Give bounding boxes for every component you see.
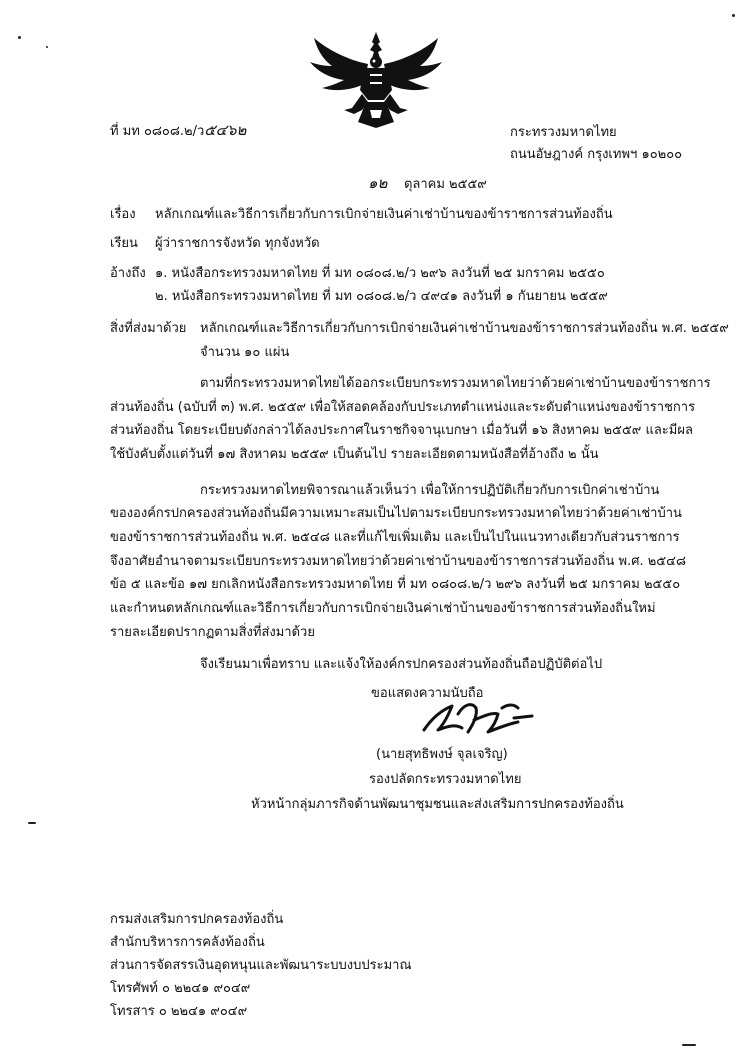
scan-speck [28,822,36,824]
closing-salutation: ขอแสดงความนับถือ [371,686,484,701]
scan-speck [682,1044,696,1046]
body-para1-line: ส่วนท้องถิ่น โดยระเบียบดังกล่าวได้ลงประกาศในราชกิจจานุเบกษา เมื่อวันที่ ๑๖ สิงหาคม ๒๕๕๙ และมีผล [110,423,693,438]
scan-speck [732,14,735,17]
reference-item: ๑. หนังสือกระทรวงมหาดไทย ที่ มท ๐๘๐๘.๒/ว ๒๙๖ ลงวันที่ ๒๕ มกราคม ๒๕๕๐ [155,266,605,281]
ministry-name: กระทรวงมหาดไทย [510,125,617,140]
scan-speck [18,36,21,39]
body-para2-line: และกำหนดหลักเกณฑ์และวิธีการเกี่ยวกับการเบิกจ่ายเงินค่าเช่าบ้านของข้าราชการส่วนท้องถิ่นใหม่ [110,601,656,616]
reference-label: อ้างถึง [110,266,146,281]
body-para2-line: ของข้าราชการส่วนท้องถิ่น พ.ศ. ๒๕๔๘ และที่แก้ไขเพิ่มเติม และเป็นไปในแนวทางเดียวกับส่วนราชการ [110,530,680,545]
signer-position-secondary: หัวหน้ากลุ่มภารกิจด้านพัฒนาชุมชนและส่งเสริมการปกครองท้องถิ่น [251,797,624,812]
subject-text: หลักเกณฑ์และวิธีการเกี่ยวกับการเบิกจ่ายเงินค่าเช่าบ้านของข้าราชการส่วนท้องถิ่น [155,207,613,222]
recipient-text: ผู้ว่าราชการจังหวัด ทุกจังหวัด [155,236,320,251]
garuda-emblem [308,30,444,130]
ministry-address: ถนนอัษฎางค์ กรุงเทพฯ ๑๐๒๐๐ [510,147,683,162]
enclosure-count: จำนวน ๑๐ แผ่น [200,345,290,360]
body-para2-line: กระทรวงมหาดไทยพิจารณาแล้วเห็นว่า เพื่อให้การปฏิบัติเกี่ยวกับการเบิกค่าเช่าบ้าน [200,483,660,498]
document-number [110,121,246,141]
body-para2-line: รายละเอียดปรากฏตามสิ่งที่ส่งมาด้วย [110,625,315,640]
body-para2-line: ขององค์กรปกครองส่วนท้องถิ่นมีความเหมาะสมเป็นไปตามระเบียบกระทรวงมหาดไทยว่าด้วยค่าเช่าบ้าน [110,506,682,521]
body-para3: จึงเรียนมาเพื่อทราบ และแจ้งให้องค์กรปกครองส่วนท้องถิ่นถือปฏิบัติต่อไป [200,657,603,672]
signer-position: รองปลัดกระทรวงมหาดไทย [369,772,522,787]
footer-telephone: โทรศัพท์ ๐ ๒๒๔๑ ๙๐๔๙ [110,981,251,996]
date-month-year: ตุลาคม ๒๕๕๙ [403,177,487,192]
body-para2-line: ข้อ ๕ และข้อ ๑๗ ยกเลิกหนังสือกระทรวงมหาดไทย ที่ มท ๐๘๐๘.๒/ว ๒๙๖ ลงวันที่ ๒๕ มกราคม ๒๕๕๐ [110,577,681,592]
signer-name: (นายสุทธิพงษ์ จุลเจริญ) [376,747,508,762]
body-para1-line: ตามที่กระทรวงมหาดไทยได้ออกระเบียบกระทรวงมหาดไทยว่าด้วยค่าเช่าบ้านของข้าราชการ [200,376,711,391]
recipient-label: เรียน [110,236,138,251]
footer-division: ส่วนการจัดสรรเงินอุดหนุนและพัฒนาระบบงบประมาณ [110,958,412,973]
footer-bureau: สำนักบริหารการคลังท้องถิ่น [110,935,265,950]
footer-department: กรมส่งเสริมการปกครองท้องถิ่น [110,912,284,927]
document-date [368,174,487,194]
body-para2-line: จึงอาศัยอำนาจตามระเบียบกระทรวงมหาดไทยว่าด้วยค่าเช่าบ้านของข้าราชการส่วนท้องถิ่น พ.ศ. ๒๕๔๘ [110,554,687,569]
document-number-label: ที่ มท ๐๘๐๘.๒/ว [110,124,205,139]
scan-speck [46,46,48,48]
handwritten-signature [418,694,536,740]
date-day-handwritten: ๑๒ [368,174,388,192]
enclosure-label: สิ่งที่ส่งมาด้วย [110,321,187,336]
body-para1-line: ส่วนท้องถิ่น (ฉบับที่ ๓) พ.ศ. ๒๕๕๙ เพื่อให้สอดคล้องกับประเภทตำแหน่งและระดับตำแหน่งของข้าราชการ [110,400,696,415]
enclosure-line: หลักเกณฑ์และวิธีการเกี่ยวกับการเบิกจ่ายเงินค่าเช่าบ้านของข้าราชการส่วนท้องถิ่น พ.ศ. ๒๕๕๙ [200,321,729,336]
document-number-handwritten: ๕๔๖๒ [204,121,247,139]
footer-fax: โทรสาร ๐ ๒๒๔๑ ๙๐๔๙ [110,1004,248,1019]
body-para1-line: ใช้บังคับตั้งแต่วันที่ ๑๗ สิงหาคม ๒๕๕๙ เป็นต้นไป รายละเอียดตามหนังสือที่อ้างถึง ๒ นั้น [110,447,599,462]
reference-item: ๒. หนังสือกระทรวงมหาดไทย ที่ มท ๐๘๐๘.๒/ว ๔๙๔๑ ลงวันที่ ๑ กันยายน ๒๕๕๙ [155,289,608,304]
subject-label: เรื่อง [110,207,136,222]
